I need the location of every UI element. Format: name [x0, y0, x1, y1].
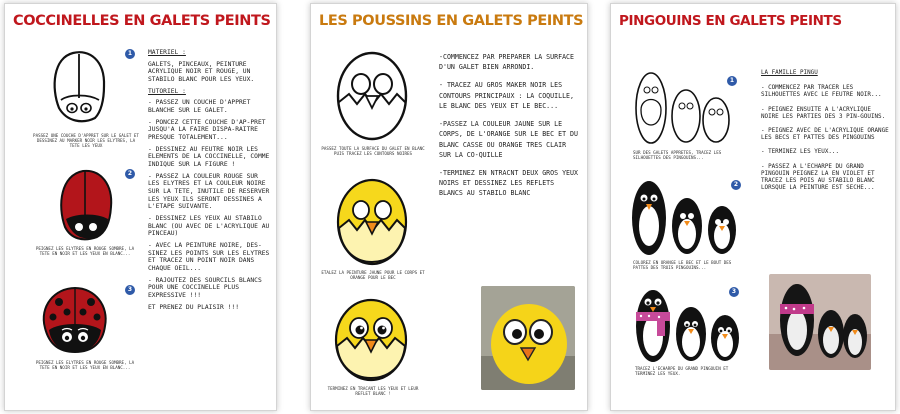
penguin-outline-drawing [631, 70, 731, 146]
page-title: PINGOUINS EN GALETS PEINTS [619, 13, 842, 29]
ladybug-red-drawing [53, 167, 117, 243]
page-title: LES POUSSINS EN GALETS PEINTS [319, 13, 583, 29]
step-text: - AVEC LA PEINTURE NOIRE, DES-SINEZ LES POINTS SUR LES ELYTRES ET TRACEZ UN POINT NOIR DANS CHAQUE OEIL... [148, 242, 270, 273]
step-text: -COMMENCEZ PAR PREPARER LA SURFACE D'UN GALET BIEN ARRONDI. [439, 53, 574, 72]
step-number-badge: 3 [729, 287, 739, 297]
step-text: - PONCEZ CETTE COUCHE D'AP-PRET JUSQU'A LA FAIRE DISPA-RAITRE PRESQUE TOTALEMENT... [148, 118, 266, 142]
step-caption: TERMINEZ EN TRACANT LES YEUX ET LEUR REFLET BLANC ! [327, 386, 419, 397]
step-caption: SUR DES GALETS APPRETES, TRACEZ LES SILHOUETTES DES PINGOUINS... [633, 150, 722, 161]
penguin-scarf-drawing [629, 286, 741, 364]
materiel-heading: MATERIEL : [148, 49, 186, 56]
tutoriel-heading: TUTORIEL : [148, 87, 186, 95]
step-text: -PASSEZ LA COULEUR JAUNE SUR LE CORPS, DE L'ORANGE SUR LE BEC ET DU BLANC CASSE OU ORANGE TRES CLAIR SUR LA CO-QUILLE [439, 120, 578, 159]
ladybug-tutorial-page [4, 3, 277, 411]
penguin-painted-drawing [627, 178, 739, 258]
step-text: - COMMENCEZ PAR TRACER LES SILHOUETTES AVEC LE FEUTRE NOIR... [761, 85, 882, 99]
penguin-tutorial-page [610, 3, 896, 411]
step-caption: PASSEZ UNE COUCHE D'APPRET SUR LE GALET ET DESSINEZ AU MARKER NOIR LES ELYTRES, LA TETE LES YEUX [33, 133, 139, 149]
painted-chick-photo [481, 286, 575, 390]
step-caption: PEIGNEZ LES ELYTRES EN ROUGE SOMBRE, LA TETE EN NOIR ET LES YEUX EN BLANC... [35, 360, 135, 371]
step-caption: PEIGNEZ LES ELYTRES EN ROUGE SOMBRE, LA TETE EN NOIR ET LES YEUX EN BLANC... [35, 246, 135, 257]
painted-penguin-photo [769, 274, 871, 370]
step-text: - PEIGNEZ AVEC DE L'ACRYLIQUE ORANGE LES BECS ET PATTES DES PINGOUINS [761, 128, 889, 142]
step-caption: TRACEZ L'ECHARPE DU GRAND PINGOUIN ET TERMINEZ LES YEUX. [635, 366, 729, 377]
step-text: ET PRENEZ DU PLAISIR !!! [148, 303, 239, 311]
step-caption: ETALEZ LA PEINTURE JAUNE POUR LE CORPS ET ORANGE POUR LE BEC [321, 270, 425, 281]
step-text: - PASSEZ A L'ECHARPE DU GRAND PINGOUIN PEIGNEZ LA EN VIOLET ET TRACEZ LES POIS AU STABILO BLANC LORSQUE LA PEINTURE EST SECHE... [761, 163, 875, 192]
page-title: COCCINELLES EN GALETS PEINTS [13, 13, 271, 29]
step-text: - PEIGNEZ ENSUITE A L'ACRYLIQUE NOIRE LES PARTIES DES 3 PIN-GOUINS. [761, 106, 886, 120]
chick-tutorial-page [310, 3, 588, 411]
step-text: - PASSEZ LA COULEUR ROUGE SUR LES ELYTRES ET LA COULEUR NOIRE SUR LA TETE, INUTILE DE RESERVER LES YEUX ILS SERONT DESSINES A L'ETAPE SUIVANTE. [148, 172, 270, 211]
step-text: -TERMINEZ EN NTRACNT DEUX GROS YEUX NOIRS ET DESSINEZ LES REFLETS BLANCS AU STABILO BLANC [439, 168, 578, 198]
ladybug-finished-drawing [37, 284, 111, 356]
famille-heading: LA FAMILLE PINGU [761, 70, 818, 76]
step-number-badge: 1 [125, 49, 135, 59]
step-number-badge: 2 [731, 180, 741, 190]
step-text: - DESSINEZ AU FEUTRE NOIR LES ELEMENTS DE LA COCCINELLE, COMME INDIQUE SUR LA FIGURE ! [148, 145, 270, 169]
step-text: - RAJOUTEZ DES SOURCILS BLANCS POUR UNE COCCINELLE PLUS EXPRESSIVE !!! [148, 276, 262, 300]
step-text: - PASSEZ UN COUCHE D'APPRET BLANCHE SUR LE GALET. [148, 99, 251, 115]
chick-yellow-drawing [333, 172, 411, 266]
instructions-text [439, 52, 579, 203]
step-number-badge: 3 [125, 285, 135, 295]
ladybug-outline-drawing [49, 48, 109, 126]
step-text: - DESSINEZ LES YEUX AU STABILO BLANC (OU AVEC DE L'ACRYLIQUE AU PINCEAU) [148, 215, 270, 238]
instructions-text [148, 49, 272, 315]
materiel-text: GALETS, PINCEAUX, PEINTURE ACRYLIQUE NOIR ET ROUGE, UN STABILO BLANC POUR LES YEUX. [148, 60, 255, 84]
step-number-badge: 2 [125, 169, 135, 179]
step-caption: PASSEZ TOUTE LA SURFACE DU GALET EN BLANC PUIS TRACEZ LES CONTOURS NOIRES [321, 146, 425, 157]
instructions-text [761, 70, 889, 196]
chick-outline-drawing [333, 44, 411, 142]
step-text: - TRACEZ AU GROS MAKER NOIR LES CONTOURS PRINCIPAUX : LA COQUILLE, LE BLANC DES YEUX ET LE BEC... [439, 81, 574, 110]
step-caption: COLOREZ EN ORANGE LE BEC ET LE BOUT DES PATTES DES TROIS PINGOUINS... [633, 260, 732, 271]
step-number-badge: 1 [727, 76, 737, 86]
chick-finished-drawing [331, 294, 411, 382]
step-text: - TERMINEZ LES YEUX... [761, 149, 840, 156]
